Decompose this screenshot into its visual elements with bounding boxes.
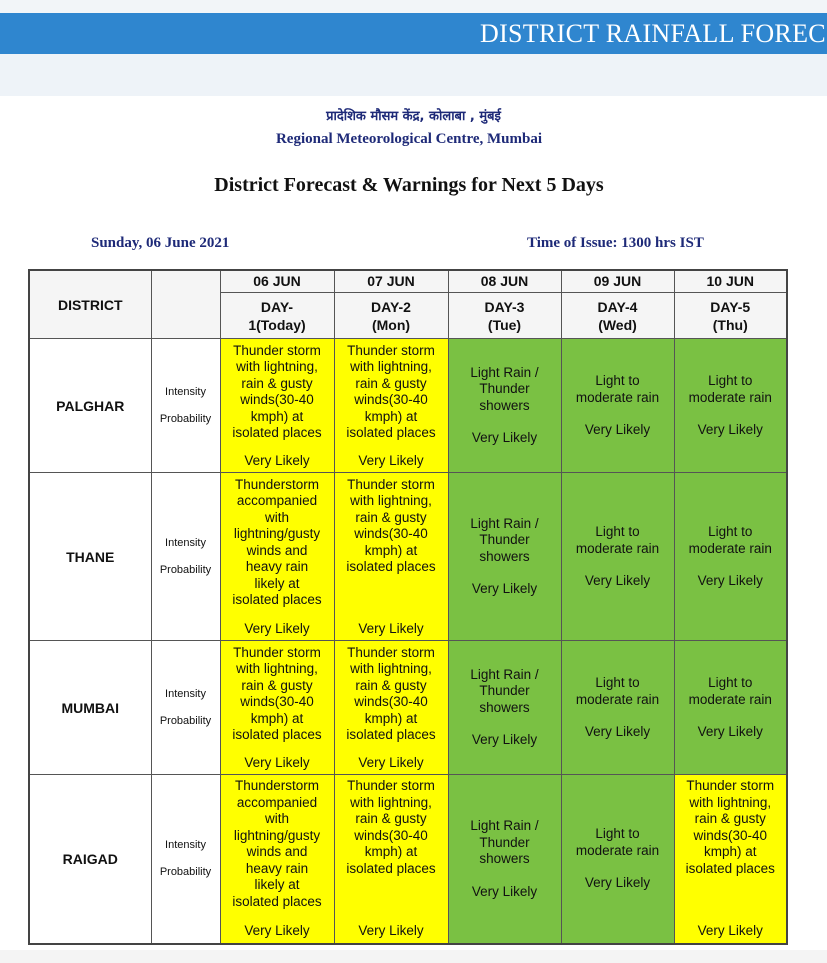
forecast-cell [448, 775, 561, 944]
page-title: District Forecast & Warnings for Next 5 Days [214, 174, 604, 196]
probability-text: Very Likely [244, 754, 310, 770]
forecast-cell [220, 641, 334, 775]
forecast-cell [220, 775, 334, 944]
forecast-text: Light Rain / Thunder showers [470, 818, 539, 866]
day-header: DAY-3 (Tue) [448, 293, 561, 339]
issue-time: Time of Issue: 1300 hrs IST [527, 235, 704, 251]
forecast-table [28, 269, 788, 945]
intensity-label: Intensity [165, 687, 206, 700]
probability-text: Very Likely [244, 452, 310, 468]
probability-text: Very Likely [244, 620, 310, 636]
row-labels [151, 339, 220, 473]
forecast-cell [674, 641, 787, 775]
bottom-strip [0, 950, 827, 963]
forecast-text: Light to moderate rain [575, 524, 660, 556]
sub-bar [0, 54, 827, 96]
probability-text: Very Likely [697, 724, 763, 739]
probability-text: Very Likely [471, 883, 538, 899]
district-name: PALGHAR [29, 339, 151, 473]
date-header: 08 JUN [448, 270, 561, 293]
probability-text: Very Likely [358, 923, 424, 939]
forecast-text: Thunder storm with lightning, rain & gusty winds(30-40 kmph) at isolated places [346, 644, 436, 742]
probability-text: Very Likely [584, 724, 651, 739]
day-header: DAY-4 (Wed) [561, 293, 674, 339]
district-name: MUMBAI [29, 641, 151, 775]
forecast-text: Light Rain / Thunder showers [470, 666, 539, 715]
intensity-label: Intensity [165, 536, 206, 549]
forecast-text: Light to moderate rain [688, 373, 772, 405]
forecast-cell [674, 473, 787, 641]
day-header: DAY-2 (Mon) [334, 293, 448, 339]
probability-text: Very Likely [358, 620, 424, 636]
forecast-text: Thunder storm with lightning, rain & gusty winds(30-40 kmph) at isolated places [232, 644, 322, 742]
probability-text: Very Likely [471, 430, 538, 446]
centre-name: Regional Meteorological Centre, Mumbai [275, 131, 543, 147]
probability-text: Very Likely [697, 923, 763, 939]
district-column-header: DISTRICT [29, 270, 151, 339]
forecast-cell [561, 339, 674, 473]
forecast-text: Thunder storm with lightning, rain & gusty winds(30-40 kmph) at isolated places [346, 342, 436, 440]
probability-text: Very Likely [244, 923, 310, 939]
banner-title: DISTRICT RAINFALL FOREC [480, 19, 826, 48]
row-labels [151, 641, 220, 775]
issue-date: Sunday, 06 June 2021 [91, 235, 230, 251]
day-header: DAY-5 (Thu) [674, 293, 787, 339]
probability-text: Very Likely [471, 581, 538, 597]
forecast-cell [561, 775, 674, 944]
district-name: THANE [29, 473, 151, 641]
date-header: 09 JUN [561, 270, 674, 293]
forecast-cell [448, 339, 561, 473]
probability-text: Very Likely [358, 452, 424, 468]
forecast-cell [334, 775, 448, 944]
forecast-text: Thunder storm with lightning, rain & gusty winds(30-40 kmph) at isolated places [685, 778, 775, 876]
probability-label: Probability [159, 412, 212, 425]
label-column-header [151, 270, 220, 339]
probability-text: Very Likely [584, 422, 651, 437]
date-header: 10 JUN [674, 270, 787, 293]
top-strip [0, 0, 827, 13]
forecast-text: Thunder storm with lightning, rain & gusty winds(30-40 kmph) at isolated places [232, 342, 322, 440]
probability-label: Probability [159, 563, 212, 576]
probability-text: Very Likely [471, 732, 538, 748]
intensity-label: Intensity [165, 838, 206, 851]
forecast-cell [561, 641, 674, 775]
day-header: DAY- 1(Today) [220, 293, 334, 339]
date-header: 06 JUN [220, 270, 334, 293]
forecast-cell [561, 473, 674, 641]
title-banner [0, 13, 827, 54]
probability-text: Very Likely [584, 875, 651, 891]
forecast-cell [674, 339, 787, 473]
forecast-cell [220, 339, 334, 473]
forecast-text: Thunderstorm accompanied with lightning/gusty winds and heavy rain likely at isolated places [232, 476, 322, 607]
date-header: 07 JUN [334, 270, 448, 293]
forecast-cell [448, 473, 561, 641]
forecast-text: Light to moderate rain [688, 524, 772, 556]
probability-text: Very Likely [358, 754, 424, 770]
centre-name-hindi: प्रादेशिक मौसम केंद्र, कोलाबा , मुंबई [326, 109, 501, 124]
district-name: RAIGAD [29, 775, 151, 944]
forecast-cell [334, 339, 448, 473]
table-row [29, 775, 787, 944]
probability-text: Very Likely [584, 573, 651, 588]
forecast-text: Light Rain / Thunder showers [470, 364, 539, 413]
forecast-cell [220, 473, 334, 641]
forecast-text: Thunder storm with lightning, rain & gusty winds(30-40 kmph) at isolated places [346, 778, 436, 876]
forecast-text: Thunder storm with lightning, rain & gusty winds(30-40 kmph) at isolated places [346, 476, 436, 574]
probability-text: Very Likely [697, 422, 763, 437]
forecast-cell [334, 641, 448, 775]
forecast-text: Light to moderate rain [688, 675, 772, 707]
row-labels [151, 775, 220, 944]
probability-label: Probability [159, 865, 212, 878]
forecast-text: Thunderstorm accompanied with lightning/gusty winds and heavy rain likely at isolated places [232, 778, 322, 909]
table-row [29, 473, 787, 641]
forecast-cell [674, 775, 787, 944]
forecast-cell [334, 473, 448, 641]
table-row [29, 641, 787, 775]
row-labels [151, 473, 220, 641]
probability-label: Probability [159, 714, 212, 727]
forecast-text: Light Rain / Thunder showers [470, 515, 539, 564]
table-row [29, 339, 787, 473]
forecast-cell [448, 641, 561, 775]
forecast-text: Light to moderate rain [575, 826, 660, 858]
forecast-text: Light to moderate rain [575, 675, 660, 707]
forecast-text: Light to moderate rain [575, 373, 660, 405]
probability-text: Very Likely [697, 573, 763, 588]
intensity-label: Intensity [165, 385, 206, 398]
